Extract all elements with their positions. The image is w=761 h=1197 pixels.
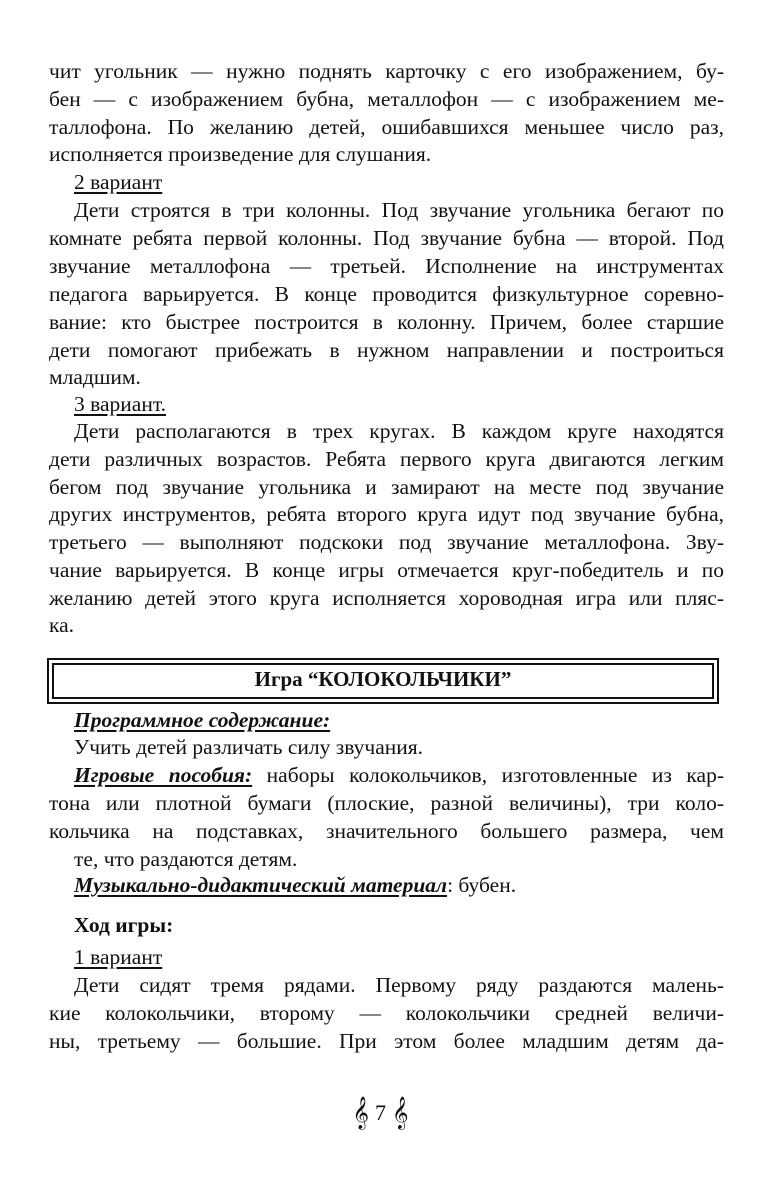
text-line: третьего — выполняют подскоки под звучание металлофона. Зву- [49,530,724,554]
text-line: кие колокольчики, второму — колокольчики средней величи- [49,1001,724,1025]
text-line: Дети строятся в три колонны. Под звучание угольника бегают по [74,198,724,222]
text-line: ны, третьему — большие. При этом более младшим детям да- [49,1029,724,1053]
variant-heading: 2 вариант [74,170,163,194]
text-line: комнате ребята первой колонны. Под звучание бубна — второй. Под [49,226,724,250]
text-line: тона или плотной бумаги (плоские, разной величины), три коло- [49,791,724,815]
text-line: педагога варьируется. В конце проводится физкультурное соревно- [49,282,724,306]
variant-heading: 1 вариант [74,945,163,969]
aids-label: Игровые пособия: [74,763,253,787]
game-title: Игра “КОЛОКОЛЬЧИКИ” [254,667,512,691]
program-label: Программное содержание: [74,708,331,732]
treble-clef-icon: 𝄞 [352,1098,369,1129]
text-line: те, что раздаются детям. [74,847,298,871]
text-line: звучание металлофона — третьей. Исполнение на инструментах [49,254,724,278]
text-line: бегом под звучание угольника и замирают на месте под звучание [49,475,724,499]
text-line: ка. [49,613,75,637]
variant-heading: 3 вариант. [74,392,166,416]
text-line: чание варьируется. В конце игры отмечается круг-победитель и по [49,558,724,582]
text-line: Дети сидят тремя рядами. Первому ряду раздаются малень- [74,973,724,997]
treble-clef-icon: 𝄞 [392,1098,409,1129]
text-line: младшим. [49,365,141,389]
page-footer [0,1098,761,1129]
aids-line [74,762,724,789]
text-line: чит угольник — нужно поднять карточку с его изображением, бу- [49,59,724,83]
text-line: желанию детей этого круга исполняется хороводная игра или пляс- [49,586,724,610]
material-text: : бубен. [447,873,517,897]
text-line: дети различных возрастов. Ребята первого круга двигаются легким [49,447,724,471]
text-line: других инструментов, ребята второго круга идут под звучание бубна, [49,502,724,526]
course-heading: Ход игры: [74,913,174,937]
text-line: кольчика на подставках, значительного большего размера, чем [49,819,724,843]
text-line: бен — с изображением бубна, металлофон — с изображением ме- [49,87,724,111]
text-line: дети помогают прибежать в нужном направлении и построиться [49,338,724,362]
material-label: Музыкально-дидактический материал [74,873,448,897]
program-text: Учить детей различать силу звучания. [74,735,424,759]
page-number: 7 [375,1100,386,1125]
text-line: Дети располагаются в трех кругах. В каждом круге находятся [74,419,724,443]
material-line [74,872,724,899]
text-line: вание: кто быстрее построится в колонну. Причем, более старшие [49,310,724,334]
text-line: исполняется произведение для слушания. [49,142,432,166]
aids-text: наборы колокольчиков, изготовленные из кар- [252,763,724,787]
text-line: таллофона. По желанию детей, ошибавшихся меньшее число раз, [49,115,724,139]
